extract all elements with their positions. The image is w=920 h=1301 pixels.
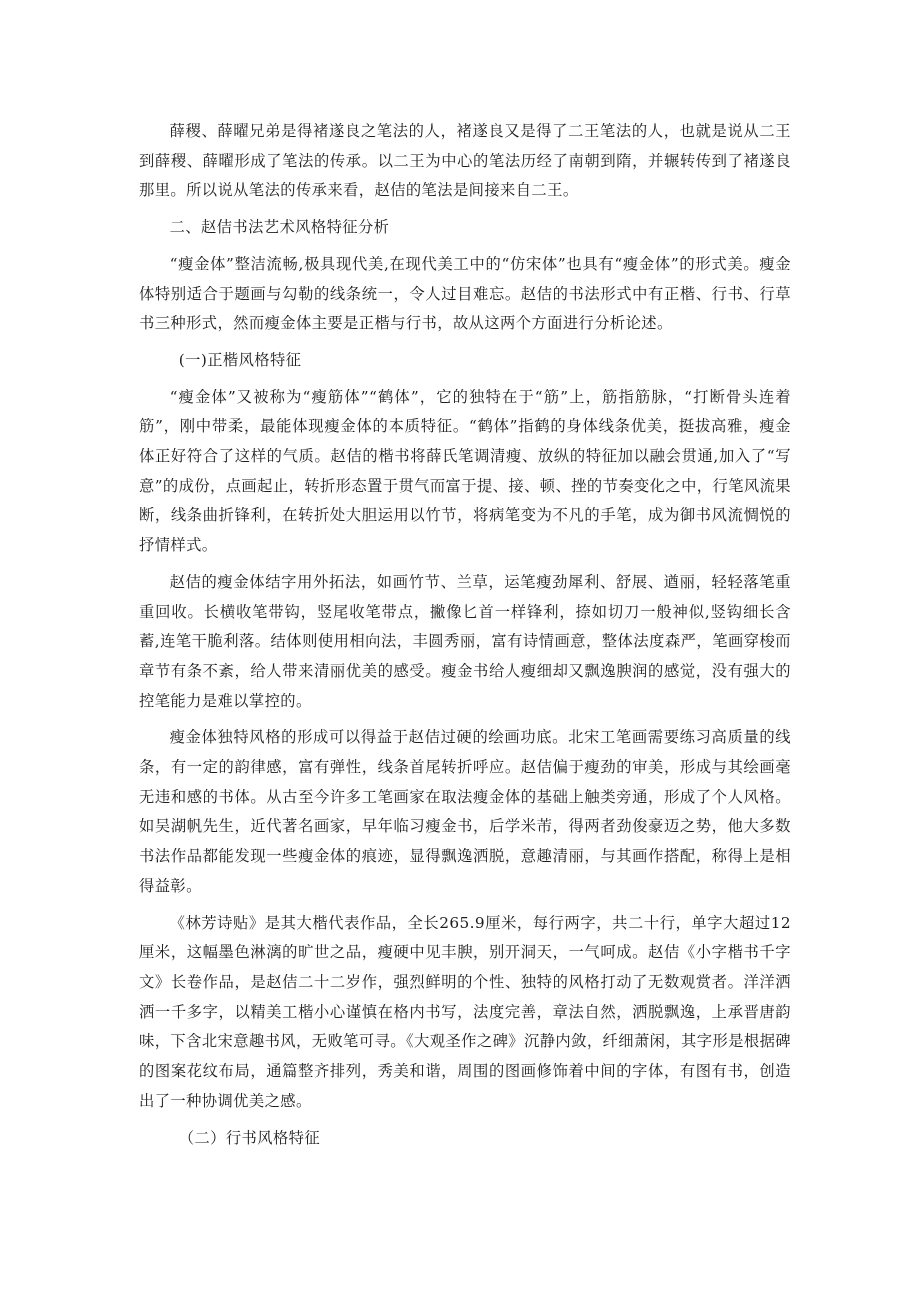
document-body (139, 117, 791, 1160)
section-heading-style-analysis: 二、赵佶书法艺术风格特征分析 (169, 218, 390, 237)
paragraph-regular-script-traits: “瘦金体”又被称为“瘦筋体”“鹤体”，它的独特在于“筋”上，筋指筋脉，“打断骨头连着筋”，刚中带柔，最能体现瘦金体的本质特征。“鹤体”指鹤的身体线条优美，挺拔高雅，瘦金体正好符合了这样的气质。赵佶的楷书将薛氏笔调清瘦、放纵的特征加以融会贯通,加入了“写意”的成份，点画起止，转折形态置于贯气而富于提、接、顿、挫的节奏变化之中，行笔风流果断，线条曲折锋利，在转折处大胆运用以竹节，将病笔变为不凡的手笔，成为御书风流惆悦的抒情样式。 (139, 387, 791, 555)
paragraph-stroke-technique: 赵佶的瘦金体结字用外拓法，如画竹节、兰草，运笔瘦劲犀利、舒展、遒丽，轻轻落笔重重回收。长横收笔带钩，竖尾收笔带点，撇像匕首一样锋利，捺如切刀一般神似,竖钩细长含蓄,连笔干脆利落。结体则使用相向法，丰圆秀丽，富有诗情画意，整体法度森严，笔画穿梭而章节有条不紊，给人带来清丽优美的感受。瘦金书给人瘦细却又飘逸腴润的感觉，没有强大的控笔能力是难以掌控的。 (139, 572, 791, 710)
paragraph-shoujin-intro: “瘦金体”整洁流畅,极具现代美,在现代美工中的“仿宋体”也具有“瘦金体”的形式美。瘦金体特别适合于题画与勾勒的线条统一，令人过目难忘。赵佶的书法形式中有正楷、行书、行草书三种形式，然而瘦金体主要是正楷与行书，故从这两个方面进行分析论述。 (139, 254, 791, 333)
paragraph-calligraphy-lineage: 薛稷、薛曜兄弟是得褚遂良之笔法的人，褚遂良又是得了二王笔法的人，也就是说从二王到薛稷、薛曜形成了笔法的传承。以二王为中心的笔法历经了南朝到隋，并辗转传到了褚遂良那里。所以说从笔法的传承来看，赵佶的笔法是间接来自二王。 (139, 122, 791, 200)
subheading-regular-script: (一)正楷风格特征 (178, 350, 302, 369)
subheading-running-script: （二）行书风格特征 (178, 1128, 321, 1147)
paragraph-representative-works: 《林芳诗贴》是其大楷代表作品，全长265.9厘米，每行两字，共二十行，单字大超过12厘米，这幅墨色淋漓的旷世之品，瘦硬中见丰腴，别开洞天，一气呵成。赵佶《小字楷书千字文》长卷作品，是赵佶二十二岁作，强烈鲜明的个性、独特的风格打动了无数观赏者。洋洋洒洒一千多字，以精美工楷小心谨慎在格内书写，法度完善，章法自然，洒脱飘逸，上承晋唐韵味，下含北宋意趣书风，无败笔可寻。《大观圣作之碑》沉静内敛，纤细萧闲，其字形是根据碑的图案花纹布局，通篇整齐排列，秀美和谐，周围的图画修饰着中间的字体，有图有书，创造出了一种协调优美之感。 (139, 913, 791, 1110)
paragraph-painting-influence: 瘦金体独特风格的形成可以得益于赵佶过硬的绘画功底。北宋工笔画需要练习高质量的线条，有一定的韵律感，富有弹性，线条首尾转折呼应。赵佶偏于瘦劲的审美，形成与其绘画毫无违和感的书体。从古至今许多工笔画家在取法瘦金体的基础上触类旁通，形成了个人风格。如吴湖帆先生，近代著名画家，早年临习瘦金书，后学米芾，得两者劲俊豪迈之势，他大多数书法作品都能发现一些瘦金体的痕迹，显得飘逸洒脱，意趣清丽，与其画作搭配，称得上是相得益彰。 (139, 728, 791, 895)
